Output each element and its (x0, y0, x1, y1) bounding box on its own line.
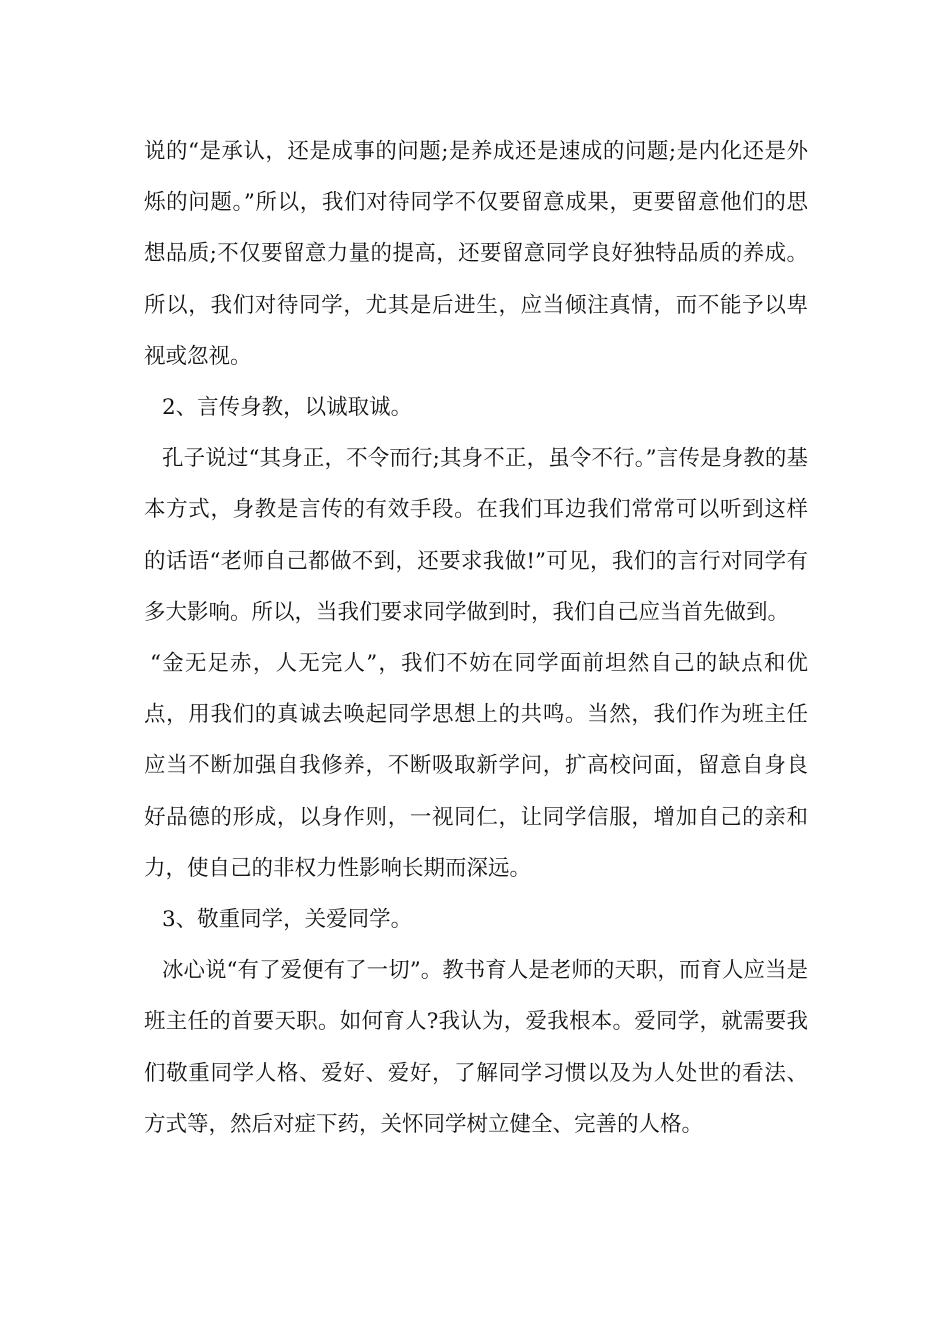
section-heading-3: 3、敬重同学，关爱同学。 (162, 907, 413, 933)
paragraph-confucius-quote: 孔子说过“其身正，不令而行;其身不正，虽令不行。”言传是身教的基本方式，身教是言传的有效手段。在我们耳边我们常常可以听到这样的话语“老师自己都做不到，还要求我做!”可见，我们的言行对同学有多大影响。所以，当我们要求同学做到时，我们自己应当首先做到。 (144, 446, 808, 625)
paragraph-continuation: 说的“是承认，还是成事的问题;是养成还是速成的问题;是内化还是外烁的问题。”所以，我们对待同学不仅要留意成果，更要留意他们的思想品质;不仅要留意力量的提高，还要留意同学良好独特品质的养成。所以，我们对待同学，尤其是后进生，应当倾注真情，而不能予以卑视或忽视。 (144, 139, 808, 369)
paragraph-no-perfect-person: “金无足赤，人无完人”，我们不妨在同学面前坦然自己的缺点和优点，用我们的真诚去唤起同学思想上的共鸣。当然，我们作为班主任应当不断加强自我修养，不断吸取新学问，扩高校问面，留意自身良好品德的形成，以身作则，一视同仁，让同学信服，增加自己的亲和力，使自己的非权力性影响长期而深远。 (144, 651, 808, 881)
document-body (144, 126, 808, 1150)
paragraph-bingxin-quote: 冰心说“有了爱便有了一切”。教书育人是老师的天职，而育人应当是班主任的首要天职。如何育人?我认为，爱我根本。爱同学，就需要我们敬重同学人格、爱好、爱好，了解同学习惯以及为人处世的看法、方式等，然后对症下药，关怀同学树立健全、完善的人格。 (144, 958, 808, 1137)
section-heading-2: 2、言传身教，以诚取诚。 (162, 395, 413, 421)
